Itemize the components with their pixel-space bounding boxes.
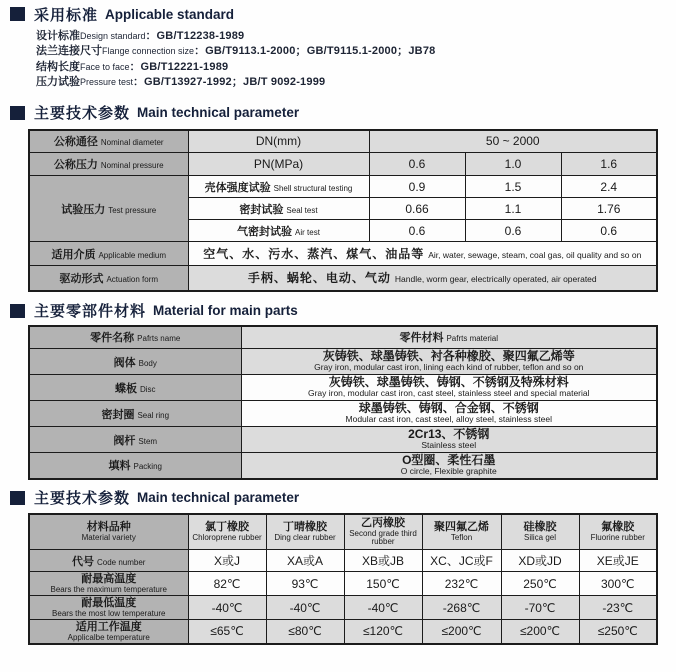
working-temp-value-cell: ≤200℃ <box>501 620 579 644</box>
material-zh: O型圈、柔性石墨 <box>402 453 496 468</box>
actuation-value-cell <box>188 266 657 291</box>
working-temp-value-cell: ≤80℃ <box>266 620 344 644</box>
standard-line-pressure-test <box>36 74 676 89</box>
section-title-zh: 主要零部件材料 <box>34 303 147 321</box>
standards-list <box>36 28 676 90</box>
seal-ring-material-row <box>29 401 657 427</box>
code-number-row <box>29 550 657 572</box>
pn-value-cell: 0.6 <box>369 153 465 176</box>
column-en: Fluorine rubber <box>590 533 645 543</box>
part-en: Disc <box>139 384 156 394</box>
min-temp-value-cell: -40℃ <box>344 596 422 620</box>
rubber-column-header <box>501 514 579 550</box>
material-en: Stainless steel <box>421 440 477 451</box>
section-title-en: Material for main parts <box>153 303 298 319</box>
standard-label-zh: 设计标准 <box>36 30 80 42</box>
max-temperature-label-cell <box>29 572 188 596</box>
test-pressure-label-cell <box>29 176 188 242</box>
standard-label-zh: 压力试验 <box>36 76 80 89</box>
material-zh: 2Cr13、不锈钢 <box>408 427 490 442</box>
rubber-column-header <box>266 514 344 550</box>
test-value-cell: 0.66 <box>369 198 465 220</box>
code-number-label-cell <box>29 550 188 572</box>
label-zh: 试验压力 <box>61 203 106 216</box>
corner-en: Material variety <box>81 533 136 543</box>
section-title-zh: 主要技术参数 <box>34 490 131 508</box>
min-temp-value-cell: -23℃ <box>579 596 657 620</box>
working-temp-value-cell: ≤120℃ <box>344 620 422 644</box>
code-value-cell: XD或JD <box>501 550 579 572</box>
test-value-cell: 0.9 <box>369 176 465 198</box>
material-en: Gray iron, modular cast iron, lining each kind of rubber, teflon and so on <box>314 362 584 373</box>
standard-line-flange <box>36 43 676 58</box>
section-title-zh: 主要技术参数 <box>34 105 131 123</box>
rubber-column-header <box>344 514 422 550</box>
corner-zh: 材料品种 <box>86 521 131 534</box>
sublabel-en: Seal test <box>286 205 318 215</box>
standard-label-en: Pressure test <box>80 77 134 88</box>
max-temp-value-cell: 300℃ <box>579 572 657 596</box>
column-en: Second grade third rubber <box>349 528 417 547</box>
label-zh: 公称压力 <box>53 159 98 172</box>
label-zh: 适用介质 <box>51 248 96 261</box>
code-value-cell: XC、JC或F <box>422 550 501 572</box>
part-en: Seal ring <box>137 410 170 420</box>
part-label-cell <box>29 349 241 375</box>
sublabel-zh: 壳体强度试验 <box>204 181 271 194</box>
rubber-header-row <box>29 514 657 550</box>
working-temp-value-cell: ≤250℃ <box>579 620 657 644</box>
material-en: Modular cast iron, cast steel, alloy steel, stainless steel <box>345 414 552 425</box>
colon: ： <box>133 76 145 89</box>
nominal-pressure-row <box>29 153 657 176</box>
part-label-cell <box>29 427 241 453</box>
row-zh: 耐最低温度 <box>81 596 137 609</box>
standard-label-zh: 法兰连接尺寸 <box>36 45 102 58</box>
column-en: Chloroprene rubber <box>192 533 262 543</box>
standard-label-en: Face to face <box>80 61 130 72</box>
column-zh: 硅橡胶 <box>523 521 557 534</box>
standard-value: GB/T9113.1-2000；GB/T9115.1-2000；JB78 <box>205 45 436 58</box>
section-header-material-for-main-parts <box>10 302 676 320</box>
code-value-cell: XE或JE <box>579 550 657 572</box>
label-en: Applicable medium <box>98 250 167 260</box>
shell-test-label-cell <box>188 176 369 198</box>
row-en: Applicalbe temperature <box>67 632 150 642</box>
material-zh: 灰铸铁、球墨铸铁、衬各种橡胶、聚四氟乙烯等 <box>322 349 575 364</box>
min-temperature-row <box>29 596 657 620</box>
label-zh: 公称通径 <box>53 136 98 149</box>
code-value-cell: XA或A <box>266 550 344 572</box>
material-variety-corner-cell <box>29 514 188 550</box>
row-zh: 代号 <box>72 555 94 568</box>
test-value-cell: 0.6 <box>369 220 465 242</box>
min-temp-value-cell: -70℃ <box>501 596 579 620</box>
section-bullet-icon <box>10 304 25 318</box>
rubber-column-header <box>188 514 266 550</box>
pn-value-cell: 1.6 <box>561 153 657 176</box>
label-en: Nominal pressure <box>100 161 164 171</box>
sublabel-zh: 气密封试验 <box>237 225 293 238</box>
max-temp-value-cell: 93℃ <box>266 572 344 596</box>
section-title-en: Main technical parameter <box>137 105 300 121</box>
applicable-medium-row <box>29 242 657 266</box>
max-temp-value-cell: 82℃ <box>188 572 266 596</box>
row-en: Bears the maximum temperature <box>50 584 167 594</box>
column-zh: 聚四氟乙烯 <box>434 521 489 534</box>
medium-label-cell <box>29 242 188 266</box>
label-zh: 驱动形式 <box>59 272 104 285</box>
part-en: Packing <box>133 462 162 472</box>
code-value-cell: XB或JB <box>344 550 422 572</box>
standard-label-en: Flange connection size <box>102 46 195 57</box>
section-title-zh: 采用标准 <box>34 6 99 24</box>
label-en: Nominal diameter <box>100 138 164 148</box>
material-zh: 球墨铸铁、铸钢、合金钢、不锈钢 <box>358 401 539 416</box>
dn-param-cell: DN(mm) <box>188 130 369 153</box>
medium-value-en: Air, water, sewage, steam, coal gas, oil quality and so on <box>428 249 642 260</box>
max-temp-value-cell: 232℃ <box>422 572 501 596</box>
actuation-value-en: Handle, worm gear, electrically operated, air operated <box>394 273 597 284</box>
materials-table <box>28 325 658 480</box>
nominal-diameter-label-cell <box>29 130 188 153</box>
min-temp-value-cell: -268℃ <box>422 596 501 620</box>
row-zh: 适用工作温度 <box>75 620 142 633</box>
section-header-main-technical-parameter <box>10 104 676 122</box>
column-zh: 丁晴橡胶 <box>283 521 327 534</box>
max-temp-value-cell: 250℃ <box>501 572 579 596</box>
section-title-en: Main technical parameter <box>137 490 300 506</box>
label-en: Actuation form <box>106 274 159 284</box>
section-bullet-icon <box>10 7 25 21</box>
standard-label-en: Design standard <box>80 31 146 41</box>
actuation-label-cell <box>29 266 188 291</box>
sublabel-en: Shell structural testing <box>273 183 353 193</box>
rubber-column-header <box>579 514 657 550</box>
code-value-cell: X或J <box>188 550 266 572</box>
pn-value-cell: 1.0 <box>465 153 561 176</box>
row-en: Code number <box>97 557 146 567</box>
pn-param-cell: PN(MPa) <box>188 153 369 176</box>
part-en: Stem <box>138 436 158 446</box>
material-value-cell <box>241 375 657 401</box>
body-material-row <box>29 349 657 375</box>
row-zh: 耐最高温度 <box>81 572 137 585</box>
actuation-form-row <box>29 266 657 291</box>
column-zh: 乙丙橡胶 <box>361 516 405 529</box>
standard-value: GB/T12238-1989 <box>156 30 245 42</box>
rubber-parameter-table <box>28 513 658 645</box>
seal-test-label-cell <box>188 198 369 220</box>
column-en: Silica gel <box>523 533 556 543</box>
sublabel-en: Air test <box>295 227 320 237</box>
material-value-cell <box>241 401 657 427</box>
working-temp-value-cell: ≤200℃ <box>422 620 501 644</box>
section-header-rubber-parameter <box>10 489 676 507</box>
column-zh: 氟橡胶 <box>601 521 635 534</box>
test-value-cell: 2.4 <box>561 176 657 198</box>
material-en: O circle, Flexible graphite <box>400 466 497 477</box>
medium-value-zh: 空气、水、污水、蒸汽、煤气、油品等 <box>203 246 425 261</box>
material-value-cell <box>241 349 657 375</box>
min-temp-value-cell: -40℃ <box>266 596 344 620</box>
working-temp-value-cell: ≤65℃ <box>188 620 266 644</box>
test-value-cell: 1.1 <box>465 198 561 220</box>
rubber-column-header <box>422 514 501 550</box>
technical-parameter-table <box>28 129 658 292</box>
standard-value: GB/T12221-1989 <box>140 60 229 73</box>
working-temperature-label-cell <box>29 620 188 644</box>
part-label-cell <box>29 375 241 401</box>
actuation-value-zh: 手柄、蜗轮、电动、气动 <box>247 270 391 285</box>
parts-name-header-cell <box>29 326 241 349</box>
colon: ： <box>194 45 206 58</box>
part-zh: 阀体 <box>113 356 136 369</box>
column-zh: 氯丁橡胶 <box>205 521 249 534</box>
stem-material-row <box>29 427 657 453</box>
max-temperature-row <box>29 572 657 596</box>
colon: ： <box>129 60 141 73</box>
standard-value: GB/T13927-1992；JB/T 9092-1999 <box>144 76 326 89</box>
section-header-applicable-standard <box>10 5 676 23</box>
colon: ： <box>145 30 157 42</box>
test-value-cell: 1.76 <box>561 198 657 220</box>
test-value-cell: 0.6 <box>465 220 561 242</box>
shell-test-row <box>29 176 657 198</box>
min-temp-value-cell: -40℃ <box>188 596 266 620</box>
materials-header-row <box>29 326 657 349</box>
parts-material-header-cell <box>241 326 657 349</box>
disc-material-row <box>29 375 657 401</box>
min-temperature-label-cell <box>29 596 188 620</box>
nominal-diameter-row <box>29 130 657 153</box>
material-zh: 灰铸铁、球墨铸铁、铸钢、不锈钢及特殊材料 <box>328 375 569 390</box>
working-temperature-row <box>29 620 657 644</box>
air-test-label-cell <box>188 220 369 242</box>
test-value-cell: 0.6 <box>561 220 657 242</box>
dn-range-cell: 50 ~ 2000 <box>369 130 657 153</box>
column-en: Teflon <box>450 533 473 543</box>
part-zh: 密封圈 <box>101 408 135 421</box>
part-zh: 蝶板 <box>114 382 137 395</box>
packing-material-row <box>29 453 657 479</box>
medium-value-cell <box>188 242 657 266</box>
column-en: Ding clear rubber <box>274 533 336 543</box>
row-en: Bears the most low temperature <box>52 608 166 618</box>
section-bullet-icon <box>10 106 25 120</box>
standard-line-face-to-face <box>36 59 676 74</box>
material-value-cell <box>241 427 657 453</box>
section-bullet-icon <box>10 491 25 505</box>
max-temp-value-cell: 150℃ <box>344 572 422 596</box>
label-en: Test pressure <box>108 205 157 215</box>
part-label-cell <box>29 453 241 479</box>
part-en: Body <box>138 358 157 368</box>
header-zh: 零件材料 <box>399 332 444 345</box>
part-label-cell <box>29 401 241 427</box>
nominal-pressure-label-cell <box>29 153 188 176</box>
standard-label-zh: 结构长度 <box>36 60 80 73</box>
sublabel-zh: 密封试验 <box>239 203 284 216</box>
header-en: Pafrts name <box>137 334 181 344</box>
header-zh: 零件名称 <box>90 332 135 345</box>
part-zh: 填料 <box>108 460 131 473</box>
material-value-cell <box>241 453 657 479</box>
material-en: Gray iron, modular cast iron, cast steel, stainless steel and special material <box>307 388 590 399</box>
section-title-en: Applicable standard <box>105 6 235 22</box>
part-zh: 阀杆 <box>113 434 136 447</box>
test-value-cell: 1.5 <box>465 176 561 198</box>
header-en: Pafrts material <box>446 334 499 344</box>
standard-line-design <box>36 28 676 43</box>
